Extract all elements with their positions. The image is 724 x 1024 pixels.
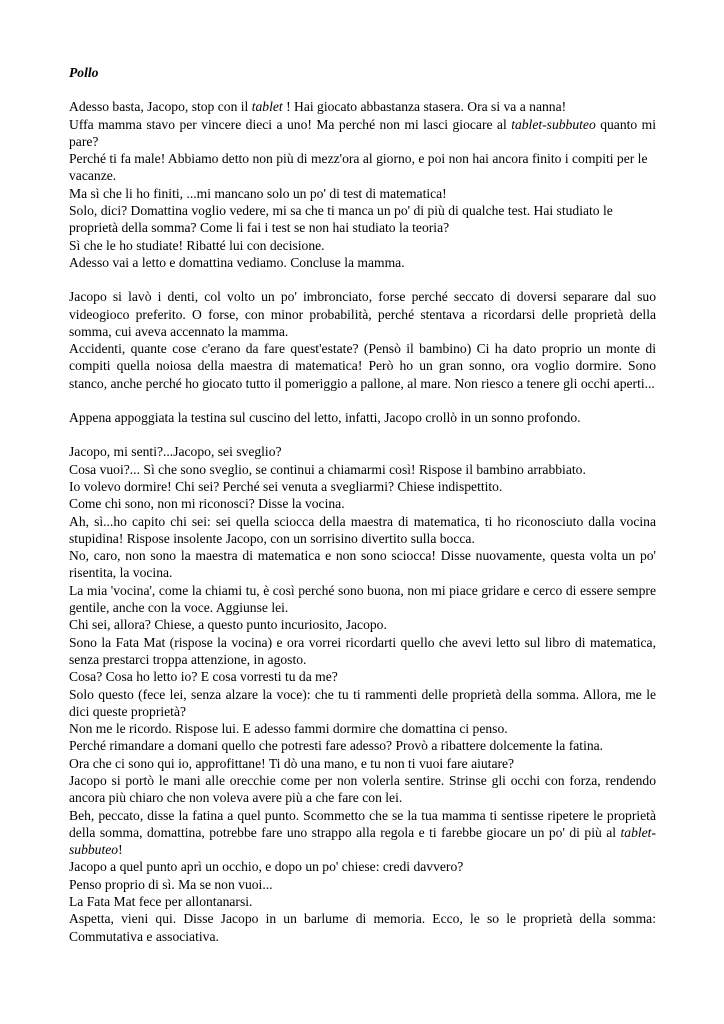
paragraph-4: [69, 443, 656, 945]
text-line: Solo, dici? Domattina voglio vedere, mi sa che ti manca un po' di più di qualche test. Hai studiato le proprietà della somma? Come li fai i test se non hai studiato la teoria?: [69, 203, 613, 236]
text-line: Ma sì che li ho finiti, ...mi mancano solo un po' di test di matematica!: [69, 185, 447, 201]
text-line: Chi sei, allora? Chiese, a questo punto incuriosito, Jacopo.: [69, 617, 387, 633]
text-line: Jacopo a quel punto aprì un occhio, e dopo un po' chiese: credi davvero?: [69, 859, 464, 875]
text-line: Jacopo si lavò i denti, col volto un po' imbronciato, forse perché seccato di doversi separare dal suo videogioco preferito. O forse, con minor probabilità, perché stentava a ricordarsi delle proprietà della somma, cui aveva accennato la mamma.: [69, 289, 656, 339]
paragraph-1: [69, 98, 656, 271]
text-line: Jacopo si portò le mani alle orecchie come per non volerla sentire. Strinse gli occhi con forza, rendendo ancora più chiaro che non voleva avere più a che fare con lei.: [69, 772, 656, 806]
italic-term-tablet-subbuteo: tablet-subbuteo: [69, 824, 656, 858]
text-span: Beh, peccato, disse la fatina a quel punto. Scommetto che se la tua mamma ti sentisse ripetere le proprietà della somma, domattina, potrebbe fare uno strappo alla regola e ti farebbe giocare un po' di più al: [69, 807, 656, 840]
text-line: La Fata Mat fece per allontanarsi.: [69, 894, 253, 910]
text-line: Perché rimandare a domani quello che potresti fare adesso? Provò a ribattere dolcemente la fatina.: [69, 738, 604, 754]
text-line: La mia 'vocina', come la chiami tu, è così perché sono buona, non mi piace gridare e cerco di essere sempre gentile, anche con la voce. Aggiunse lei.: [69, 582, 656, 616]
text-line: Ah, sì...ho capito chi sei: sei quella sciocca della maestra di matematica, ti ho riconosciuto dalla vocina stupidina! Rispose insolente Jacopo, con un sorrisino divertito sulla bocca.: [69, 513, 656, 546]
text-span: !: [118, 842, 123, 858]
text-line: [69, 116, 656, 151]
text-line: Ora che ci sono qui io, approfittane! Ti dò una mano, e tu non ti vuoi fare aiutare?: [69, 755, 515, 771]
text-line: Accidenti, quante cose c'erano da fare quest'estate? (Pensò il bambino) Ci ha dato proprio un monte di compiti quella noiosa della maestra di matematica! Però ho un gran sonno, ora voglio dormire. Sono stanco, anche perché ho giocato tutto il pomeriggio a pallone, al mare. Non riesco a tenere gli occhi aperti...: [69, 341, 656, 391]
text-line: [69, 807, 656, 859]
text-line: Adesso vai a letto e domattina vediamo. Concluse la mamma.: [69, 254, 405, 270]
text-line: Sì che le ho studiate! Ribatté lui con decisione.: [69, 237, 325, 253]
text-line: Io volevo dormire! Chi sei? Perché sei venuta a svegliarmi? Chiese indispettito.: [69, 478, 503, 494]
text-line: Jacopo, mi senti?...Jacopo, sei sveglio?: [69, 444, 282, 460]
text-span: Uffa mamma stavo per vincere dieci a uno! Ma perché non mi lasci giocare al: [69, 116, 512, 132]
text-span: ! Hai giocato abbastanza stasera. Ora si va a nanna!: [282, 99, 567, 115]
text-line: Come chi sono, non mi riconosci? Disse la vocina.: [69, 496, 345, 512]
document-page: [69, 64, 656, 962]
text-line: Appena appoggiata la testina sul cuscino del letto, infatti, Jacopo crollò in un sonno profondo.: [69, 410, 581, 426]
text-line: Sono la Fata Mat (rispose la vocina) e ora vorrei ricordarti quello che avevi letto sul libro di matematica, senza prestarci troppa attenzione, in agosto.: [69, 634, 656, 667]
text-line: Penso proprio di sì. Ma se non vuoi...: [69, 876, 273, 892]
text-line: Perché ti fa male! Abbiamo detto non più di mezz'ora al giorno, e poi non hai ancora finito i compiti per le vacanze.: [69, 151, 648, 184]
text-line: Cosa vuoi?... Sì che sono sveglio, se continui a chiamarmi così! Rispose il bambino arrabbiato.: [69, 461, 586, 477]
story-title: Pollo: [69, 65, 99, 80]
text-span: quanto mi pare?: [69, 116, 656, 149]
text-line: [69, 98, 656, 115]
italic-term-tablet-subbuteo: tablet-subbuteo: [511, 116, 596, 132]
text-line: Non me le ricordo. Rispose lui. E adesso fammi dormire che domattina ci penso.: [69, 721, 508, 737]
paragraph-3: [69, 409, 656, 426]
text-line: No, caro, non sono la maestra di matematica e non sono sciocca! Disse nuovamente, questa volta un po' risentita, la vocina.: [69, 548, 656, 581]
text-line: Cosa? Cosa ho letto io? E cosa vorresti tu da me?: [69, 669, 338, 685]
paragraph-2: [69, 288, 656, 392]
text-line: Solo questo (fece lei, senza alzare la voce): che tu ti rammenti delle proprietà della somma. Allora, me le dici queste proprietà?: [69, 686, 656, 719]
text-line: Aspetta, vieni qui. Disse Jacopo in un barlume di memoria. Ecco, le so le proprietà della somma: Commutativa e associativa.: [69, 911, 656, 944]
italic-term-tablet: tablet: [251, 99, 283, 115]
text-span: Adesso basta, Jacopo, stop con il: [69, 99, 252, 115]
